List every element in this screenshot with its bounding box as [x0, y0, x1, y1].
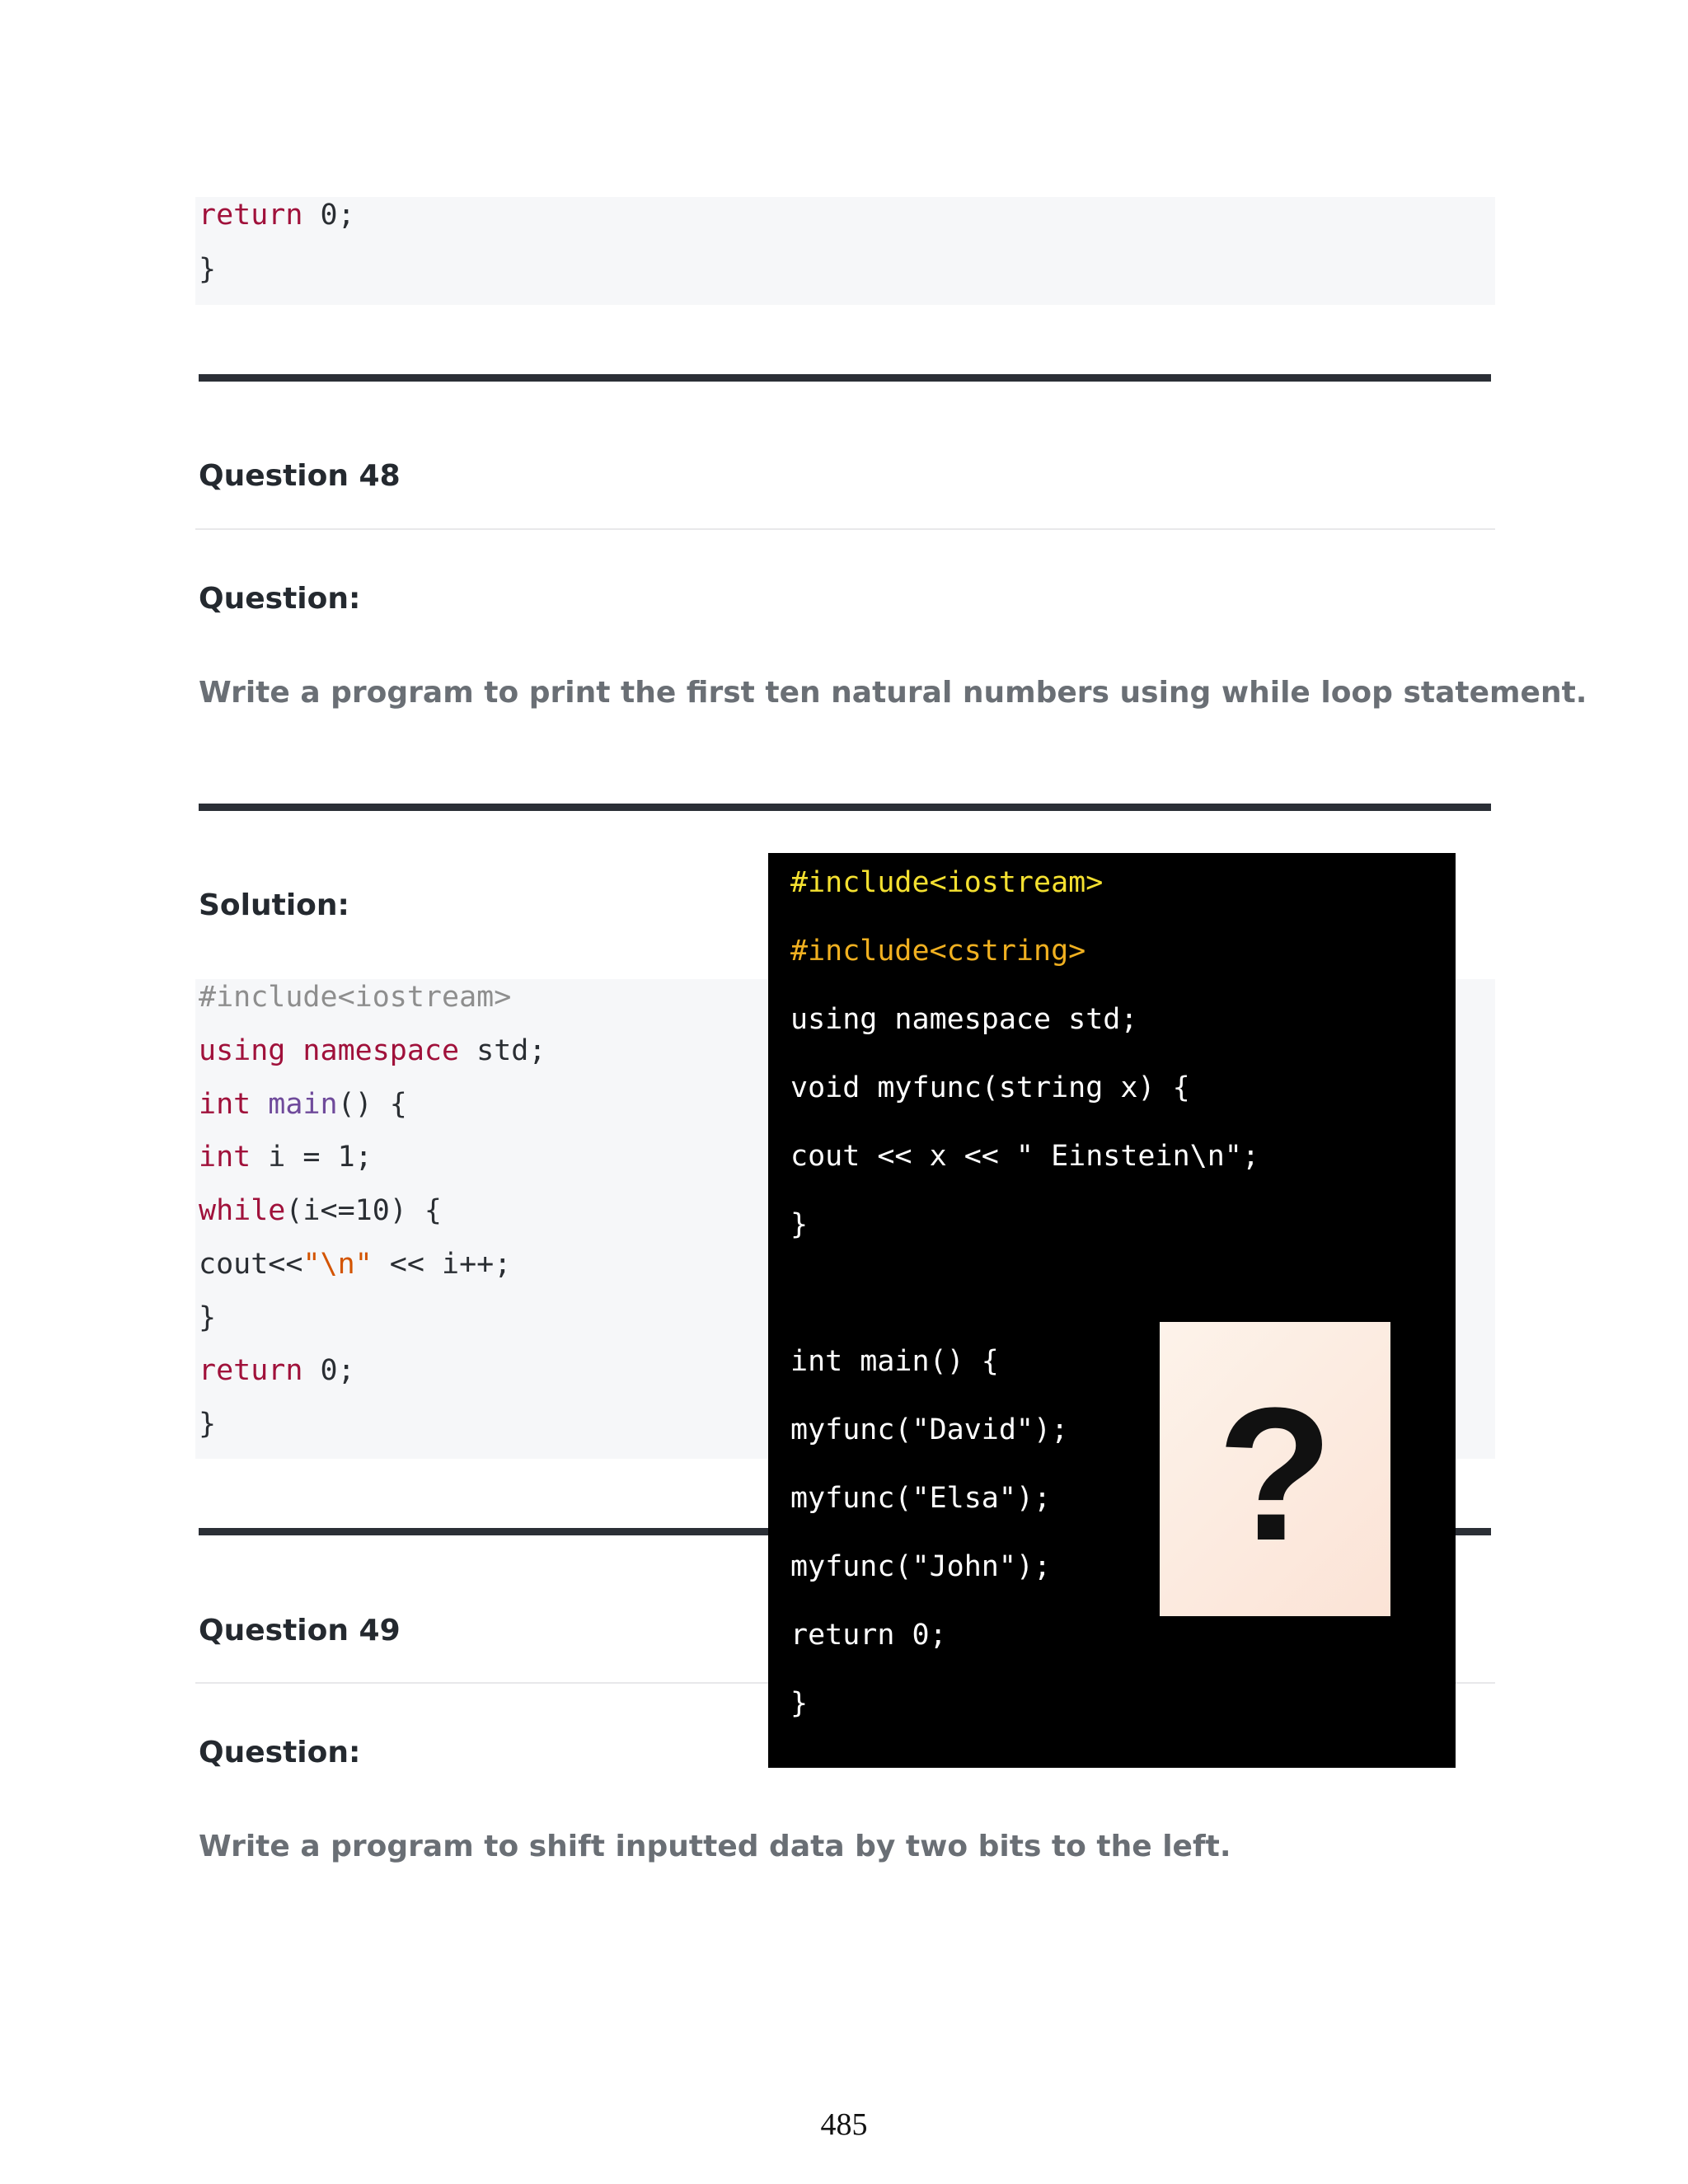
code-line [199, 1246, 511, 1282]
code-line: } [199, 253, 217, 286]
overlay-code-line: #include<iostream> [790, 866, 1104, 899]
overlay-code-line: myfunc("Elsa"); [790, 1482, 1052, 1515]
overlay-code-line: void myfunc(string x) { [790, 1071, 1190, 1104]
code-line: } [199, 1301, 217, 1334]
solution-label: Solution: [199, 888, 349, 922]
question-text: Write a program to print the first ten natural numbers using while loop statement. [199, 676, 1587, 710]
question-48-heading: Question 48 [199, 459, 401, 493]
question-label: Question: [199, 582, 361, 616]
code-line: #include<iostream> [199, 981, 512, 1014]
overlay-code-line: cout << x << " Einstein\n"; [790, 1140, 1259, 1173]
section-divider [199, 374, 1491, 382]
question-mark-icon: ? [1217, 1368, 1334, 1580]
page-number: 485 [820, 2107, 868, 2142]
code-keyword: using namespace [199, 1034, 460, 1067]
code-keyword: return [199, 199, 303, 232]
code-quiz-overlay [768, 853, 1456, 1768]
code-text: i = 1; [251, 1141, 373, 1174]
overlay-code-line: #include<cstring> [790, 935, 1086, 968]
code-line [199, 1139, 373, 1175]
code-text: std; [459, 1034, 546, 1067]
section-divider [199, 804, 1491, 811]
code-keyword: int [199, 1088, 251, 1121]
code-line [199, 197, 355, 233]
code-line [199, 1086, 407, 1122]
overlay-code-line: return 0; [790, 1619, 947, 1652]
code-text: 0; [302, 199, 355, 232]
code-text: 0; [302, 1354, 355, 1387]
question-mark-card [1160, 1322, 1390, 1616]
code-line [199, 1033, 546, 1069]
overlay-code-line: int main() { [790, 1345, 999, 1378]
code-line [199, 1193, 442, 1229]
top-code-block [195, 197, 1495, 305]
question-label: Question: [199, 1736, 361, 1769]
code-keyword: return [199, 1354, 303, 1387]
question-49-heading: Question 49 [199, 1614, 401, 1647]
code-text: cout<< [199, 1248, 303, 1281]
heading-underline [195, 528, 1495, 530]
overlay-code-line: } [790, 1687, 809, 1720]
code-keyword: int [199, 1141, 251, 1174]
overlay-code-line: myfunc("David"); [790, 1413, 1069, 1446]
code-string: "\n" [302, 1248, 373, 1281]
code-function: main [268, 1088, 338, 1121]
code-line [199, 1352, 355, 1389]
overlay-code-line: } [790, 1208, 809, 1241]
question-text: Write a program to shift inputted data by two bits to the left. [199, 1830, 1231, 1863]
overlay-code-line: using namespace std; [790, 1003, 1138, 1036]
code-keyword: while [199, 1194, 286, 1227]
code-text: () { [337, 1088, 407, 1121]
overlay-code-line: myfunc("John"); [790, 1550, 1052, 1583]
code-text: (i<=10) { [285, 1194, 443, 1227]
code-text: << i++; [372, 1248, 512, 1281]
code-line: } [199, 1408, 217, 1441]
